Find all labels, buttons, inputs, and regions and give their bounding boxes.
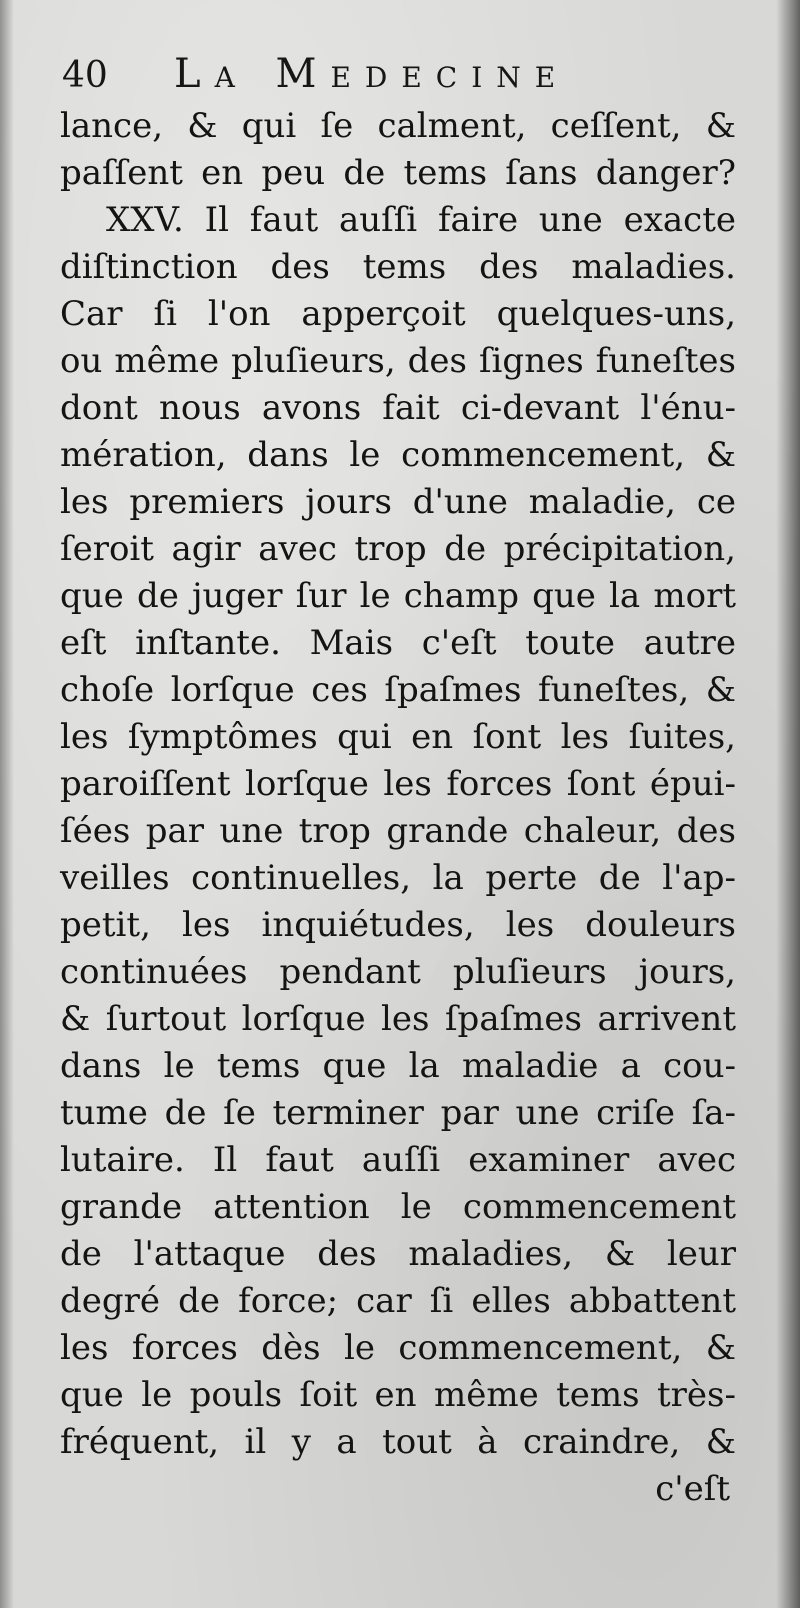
page-right-shadow	[776, 0, 800, 1608]
text-line: les forces dès le commencement, &	[60, 1328, 736, 1368]
text-line: dans le tems que la maladie a cou-	[60, 1046, 736, 1086]
text-line: lutaire. Il faut auſſi examiner avec	[60, 1140, 736, 1180]
catchword: c'eſt	[655, 1469, 730, 1509]
text-line: les ſymptômes qui en ſont les ſuites,	[60, 717, 736, 757]
text-line: lance, & qui ſe calment, ceſſent, &	[60, 106, 736, 146]
text-line: fréquent, il y a tout à craindre, &	[60, 1422, 736, 1462]
text-line: degré de force; car ſi elles abbattent	[60, 1281, 736, 1321]
text-line: veilles continuelles, la perte de l'ap-	[60, 858, 736, 898]
text-line: ſées par une trop grande chaleur, des	[60, 811, 736, 851]
text-line: tume de ſe terminer par une criſe ſa-	[60, 1093, 736, 1133]
body-text	[60, 103, 736, 1513]
text-line: mération, dans le commencement, &	[60, 435, 736, 475]
text-line: grande attention le commencement	[60, 1187, 736, 1227]
text-line: paroiſſent lorſque les forces ſont épui-	[60, 764, 736, 804]
text-line: diſtinction des tems des maladies.	[60, 247, 736, 287]
text-line: que le pouls ſoit en même tems très-	[60, 1375, 736, 1415]
text-line: ſeroit agir avec trop de précipitation,	[60, 529, 736, 569]
text-line: XXV. Il faut auſſi faire une exacte	[106, 200, 736, 240]
text-line: continuées pendant pluſieurs jours,	[60, 952, 736, 992]
text-line: eſt inſtante. Mais c'eſt toute autre	[60, 623, 736, 663]
page-header	[62, 48, 742, 108]
page-left-shadow	[0, 0, 14, 1608]
text-line: choſe lorſque ces ſpaſmes funeſtes, &	[60, 670, 736, 710]
text-line: dont nous avons fait ci-devant l'énu-	[60, 388, 736, 428]
text-line: & ſurtout lorſque les ſpaſmes arrivent	[60, 999, 736, 1039]
text-line: de l'attaque des maladies, & leur	[60, 1234, 736, 1274]
running-title: La Medecine	[174, 51, 570, 97]
text-line: ou même pluſieurs, des ſignes funeſtes	[60, 341, 736, 381]
text-line: paſſent en peu de tems ſans danger?	[60, 153, 736, 193]
text-line: petit, les inquiétudes, les douleurs	[60, 905, 736, 945]
page-number: 40	[62, 55, 108, 96]
text-line: les premiers jours d'une maladie, ce	[60, 482, 736, 522]
text-line: Car ſi l'on apperçoit quelques-uns,	[60, 294, 736, 334]
text-line: que de juger ſur le champ que la mort	[60, 576, 736, 616]
